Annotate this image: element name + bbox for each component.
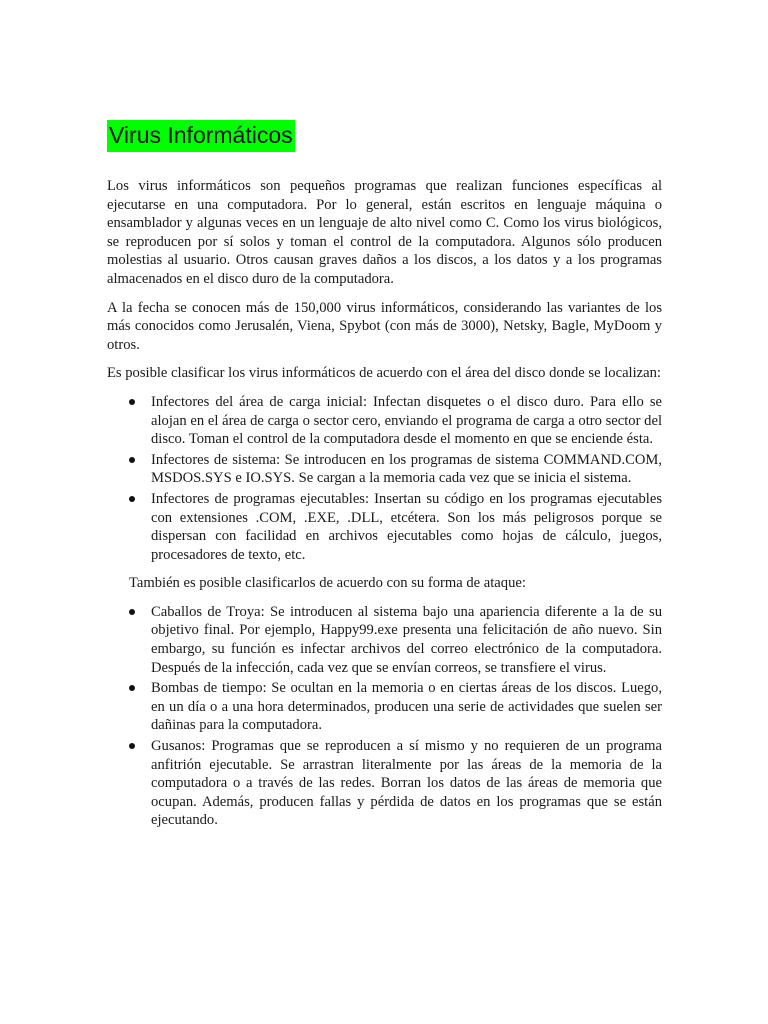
document-body bbox=[107, 177, 662, 840]
list-item-text: Caballos de Troya: Se introducen al sistema bajo una apariencia diferente a la de su objetivo final. Por ejemplo, Happy99.exe presenta una felicitación de año nuevo. Sin embargo, su función es infectar archivos del correo electrónico de la computadora. Después de la infección, cada vez que se envían correos, se transfiere el virus. bbox=[151, 603, 662, 676]
bullet-icon bbox=[129, 743, 135, 749]
list-item-text: Bombas de tiempo: Se ocultan en la memoria o en ciertas áreas de los discos. Luego, en un día o a una hora determinados, producen una serie de actividades que suelen ser dañinas para la computadora. bbox=[151, 680, 662, 734]
list-item bbox=[151, 737, 662, 830]
list-item bbox=[151, 393, 662, 449]
page-title: Virus Informáticos bbox=[107, 120, 295, 152]
location-intro-paragraph: Es posible clasificar los virus informáticos de acuerdo con el área del disco donde se localizan: bbox=[107, 365, 661, 382]
list-item bbox=[151, 451, 662, 488]
list-item bbox=[151, 490, 662, 564]
virus-count-paragraph: A la fecha se conocen más de 150,000 virus informáticos, considerando las variantes de los más conocidos como Jerusalén, Viena, Spybot (con más de 3000), Netsky, Bagle, MyDoom y otros. bbox=[107, 299, 662, 353]
list-item-text: Infectores del área de carga inicial: Infectan disquetes o el disco duro. Para ello se alojan en el área de carga o sector cero, enviando el programa de carga a otro sector del disco. Toman el control de la computadora desde el momento en que se enciende ésta. bbox=[151, 393, 662, 448]
attack-intro-paragraph: También es posible clasificarlos de acuerdo con su forma de ataque: bbox=[129, 575, 526, 592]
bullet-icon bbox=[129, 399, 135, 405]
list-item-text: Gusanos: Programas que se reproducen a sí mismo y no requieren de un programa anfitrión ejecutable. Se arrastran literalmente por las áreas de la memoria de la computadora o a través de las redes. Borran los datos de las áreas de memoria que ocupan. Además, producen fallas y pérdida de datos en los programas que se están ejecutando. bbox=[151, 738, 662, 829]
intro-paragraph: Los virus informáticos son pequeños programas que realizan funciones específicas al ejecutarse en una computadora. Por lo general, están escritos en lenguaje máquina o ensamblador y algunas veces en un lenguaje de alto nivel como C. Como los virus biológicos, se reproducen por sí solos y toman el control de la computadora. Algunos sólo producen molestias al usuario. Otros causan graves daños a los discos, a los datos y a los programas almacenados en el disco duro de la computadora. bbox=[107, 178, 662, 287]
list-item-text: Infectores de sistema: Se introducen en los programas de sistema COMMAND.COM, MSDOS.SYS e IO.SYS. Se cargan a la memoria cada vez que se inicia el sistema. bbox=[151, 451, 662, 487]
location-classification-list bbox=[107, 393, 662, 564]
bullet-icon bbox=[129, 609, 135, 615]
list-item bbox=[151, 679, 662, 735]
bullet-icon bbox=[129, 496, 135, 502]
list-item-text: Infectores de programas ejecutables: Insertan su código en los programas ejecutables con extensiones .COM, .EXE, .DLL, etcétera. Son los más peligrosos porque se dispersan con facilidad en archivos ejecutables como hojas de cálculo, juegos, procesadores de texto, etc. bbox=[151, 490, 662, 563]
attack-classification-list bbox=[107, 603, 662, 830]
bullet-icon bbox=[129, 457, 135, 463]
bullet-icon bbox=[129, 685, 135, 691]
list-item bbox=[151, 603, 662, 677]
